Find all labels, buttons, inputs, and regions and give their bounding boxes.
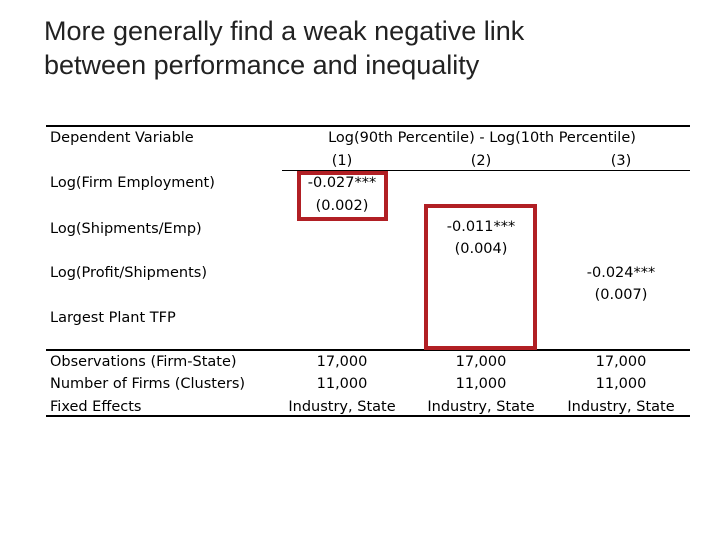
- fixed-effects-col3: Industry, State: [567, 399, 675, 415]
- highlight-box-col2: [424, 204, 537, 350]
- row-label-firm-employment: Log(Firm Employment): [50, 175, 215, 191]
- firms-col1: 11,000: [316, 376, 368, 392]
- row-label-profit-shipments: Log(Profit/Shipments): [50, 265, 208, 281]
- dependent-variable-label: Dependent Variable: [50, 130, 194, 146]
- fixed-effects-col2: Industry, State: [427, 399, 535, 415]
- observations-col1: 17,000: [316, 354, 368, 370]
- coef-col3: -0.024***: [586, 265, 656, 281]
- column-header-3: (3): [610, 153, 632, 169]
- fixed-effects-col1: Industry, State: [288, 399, 396, 415]
- firms-col2: 11,000: [455, 376, 507, 392]
- coef-col1: -0.027***: [307, 175, 377, 191]
- title-line-1: More generally find a weak negative link: [44, 16, 525, 46]
- se-col3: (0.007): [594, 287, 648, 303]
- footer-label-observations: Observations (Firm-State): [50, 354, 237, 370]
- firms-col3: 11,000: [595, 376, 647, 392]
- title-line-2: between performance and inequality: [44, 50, 480, 80]
- observations-col2: 17,000: [455, 354, 507, 370]
- row-label-largest-plant-tfp: Largest Plant TFP: [50, 310, 176, 326]
- column-header-2: (2): [470, 153, 492, 169]
- observations-col3: 17,000: [595, 354, 647, 370]
- column-header-1: (1): [331, 153, 353, 169]
- footer-label-fixed-effects: Fixed Effects: [50, 399, 142, 415]
- se-col1: (0.002): [315, 198, 369, 214]
- footer-label-firms: Number of Firms (Clusters): [50, 376, 246, 392]
- se-col2: (0.004): [454, 241, 508, 257]
- row-label-shipments-emp: Log(Shipments/Emp): [50, 221, 202, 237]
- dependent-variable-value: Log(90th Percentile) - Log(10th Percentile): [328, 130, 636, 146]
- coef-col2: -0.011***: [446, 219, 516, 235]
- highlight-box-col1: [297, 171, 388, 221]
